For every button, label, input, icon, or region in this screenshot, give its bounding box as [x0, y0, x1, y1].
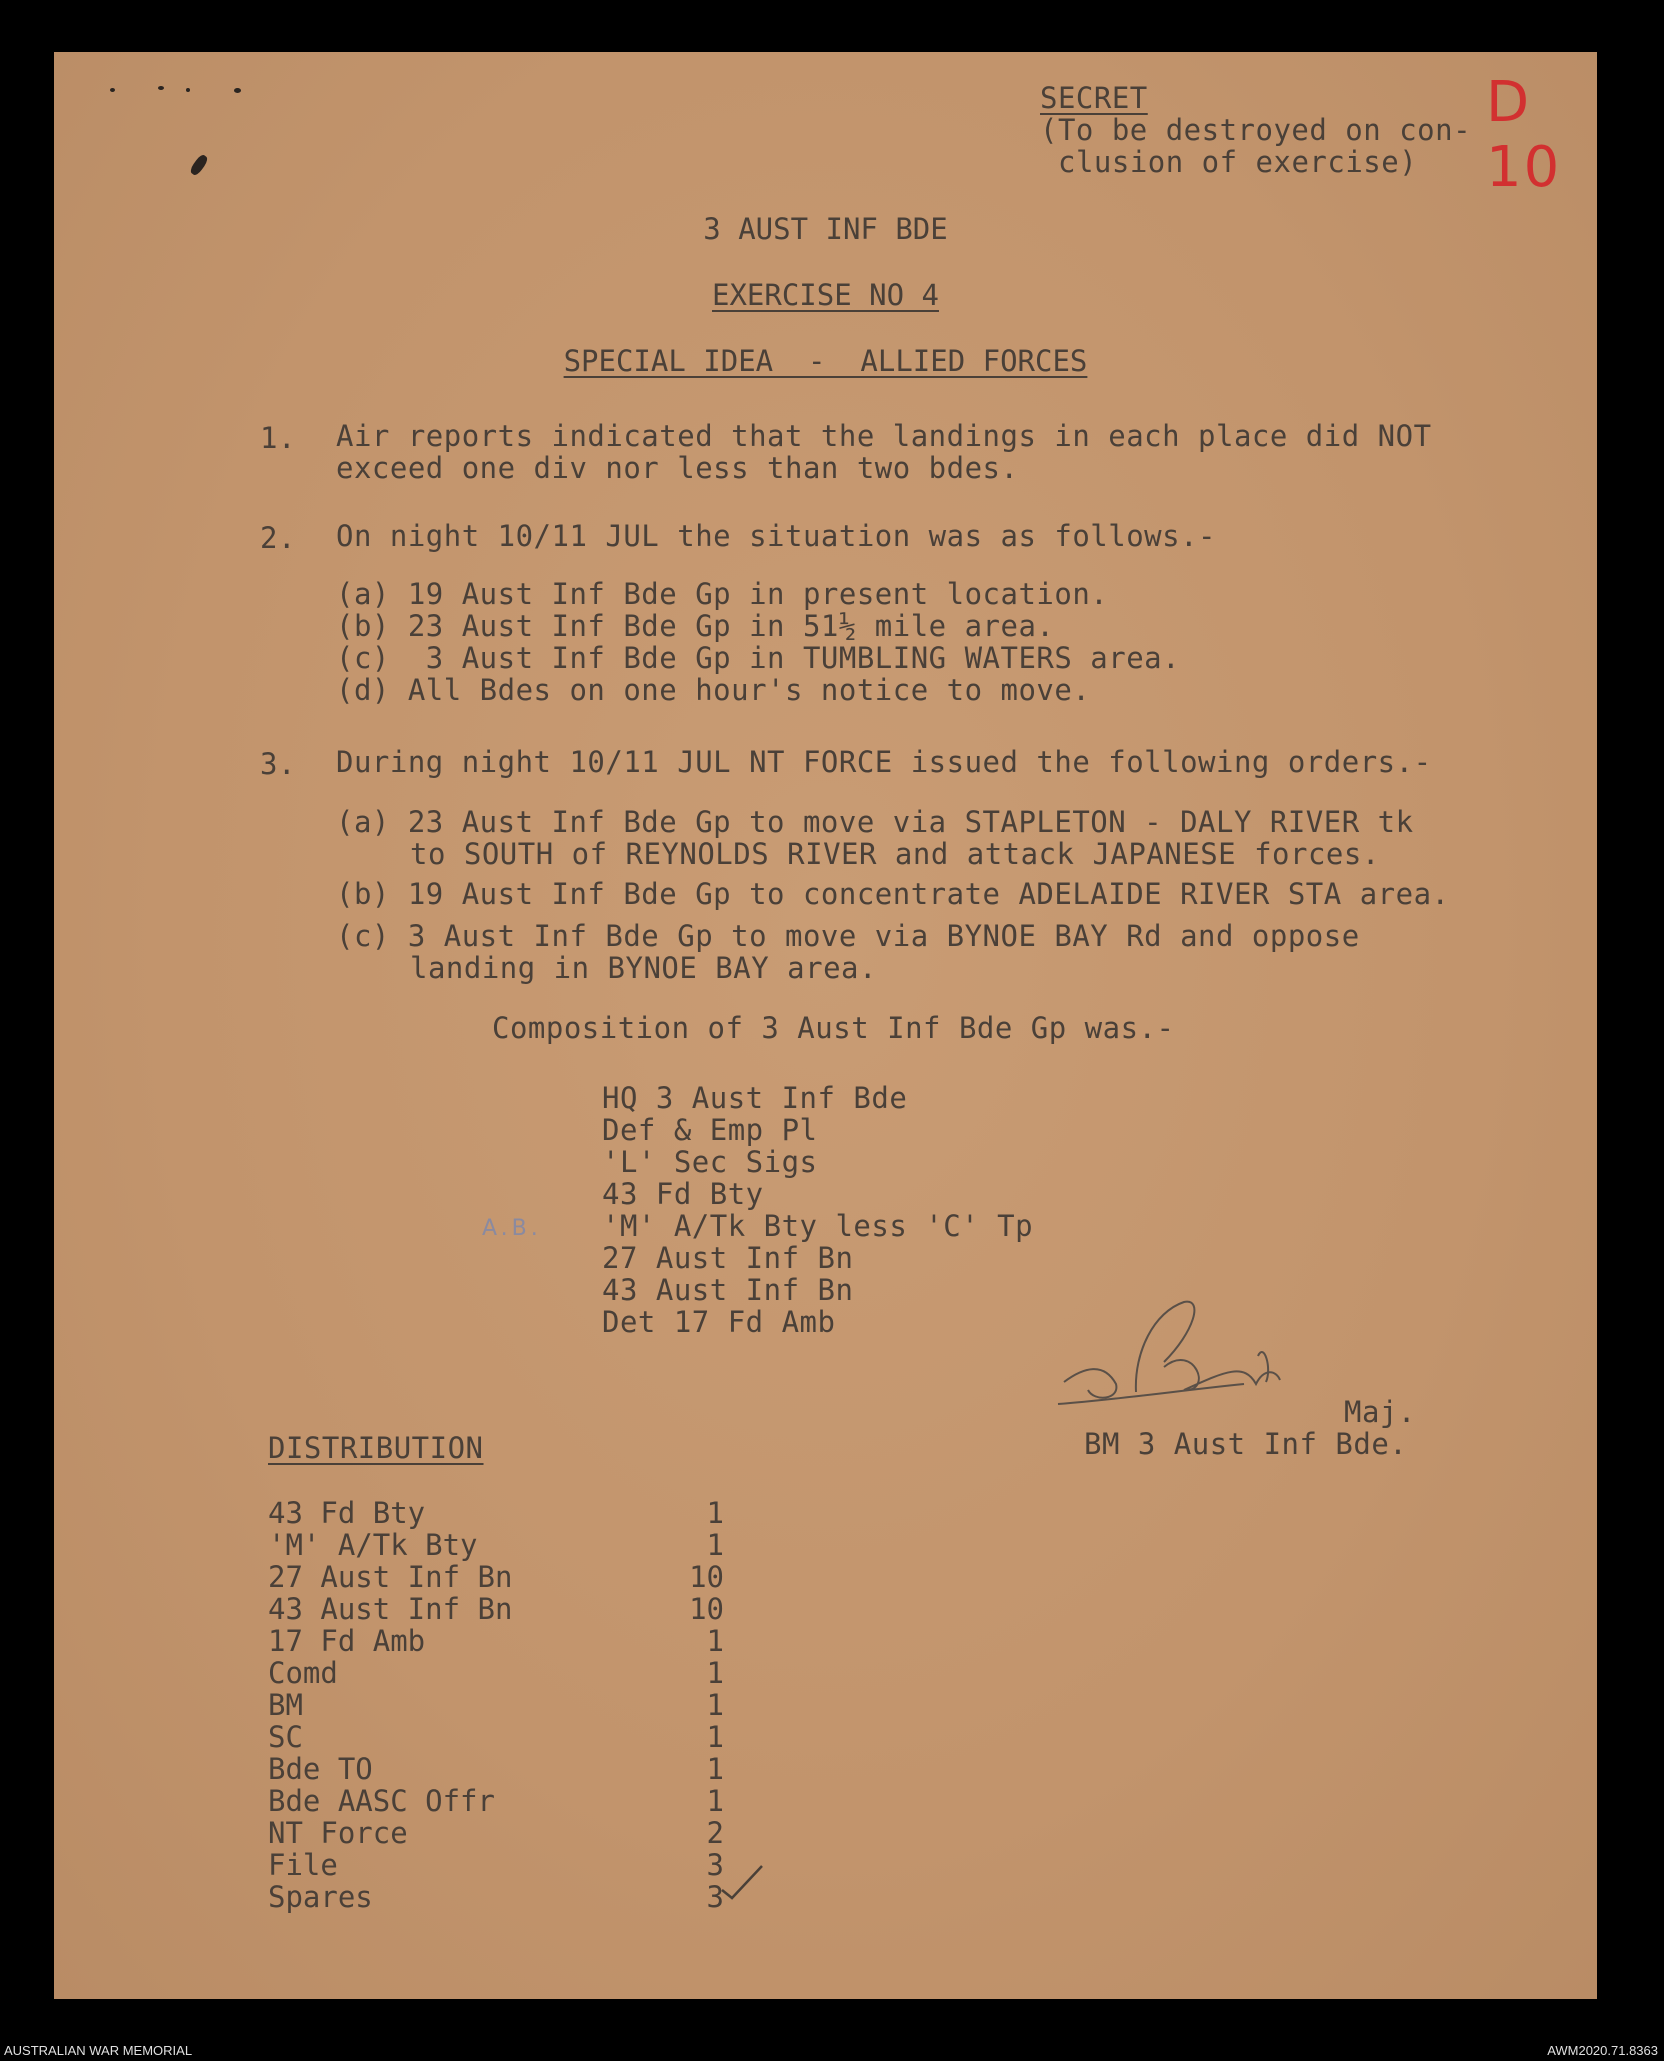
para3-order-c-line2: landing in BYNOE BAY area.	[410, 951, 877, 985]
distribution-copies: 1	[706, 1656, 724, 1690]
document-page	[54, 52, 1597, 1999]
distribution-recipient: BM	[268, 1688, 303, 1722]
para1-line1: Air reports indicated that the landings in each place did NOT	[336, 419, 1432, 453]
distribution-recipient: Bde AASC Offr	[268, 1784, 495, 1818]
punch-mark	[110, 88, 115, 92]
distribution-copies: 1	[706, 1496, 724, 1530]
composition-unit: 'L' Sec Sigs	[602, 1145, 818, 1179]
signatory-appointment: BM 3 Aust Inf Bde.	[1084, 1427, 1408, 1461]
distribution-copies: 1	[706, 1528, 724, 1562]
composition-unit: 'M' A/Tk Bty less 'C' Tp	[602, 1209, 1034, 1243]
distribution-recipient: SC	[268, 1720, 303, 1754]
distribution-recipient: 43 Fd Bty	[268, 1496, 426, 1530]
distribution-recipient: Bde TO	[268, 1752, 373, 1786]
archive-credit: AUSTRALIAN WAR MEMORIAL	[4, 2043, 193, 2058]
composition-heading: Composition of 3 Aust Inf Bde Gp was.-	[492, 1011, 1175, 1045]
distribution-copies: 10	[689, 1592, 724, 1626]
subject-title: SPECIAL IDEA - ALLIED FORCES	[563, 344, 1088, 378]
para2-item: (a) 19 Aust Inf Bde Gp in present location.	[336, 577, 1109, 611]
distribution-copies: 3	[706, 1848, 724, 1882]
distribution-copies: 1	[706, 1784, 724, 1818]
punch-mark	[186, 88, 190, 92]
para2-item: (c) 3 Aust Inf Bde Gp in TUMBLING WATERS area.	[336, 641, 1181, 675]
composition-unit: 43 Aust Inf Bn	[602, 1273, 854, 1307]
para3-order-a-line1: (a) 23 Aust Inf Bde Gp to move via STAPLETON - DALY RIVER tk	[336, 805, 1414, 839]
pencil-annotation: A.B.	[482, 1216, 542, 1241]
staple-mark	[189, 153, 210, 177]
para3-order-c-line1: (c) 3 Aust Inf Bde Gp to move via BYNOE BAY Rd and oppose	[336, 919, 1360, 953]
punch-mark	[158, 86, 164, 90]
distribution-recipient: 17 Fd Amb	[268, 1624, 426, 1658]
para2-item: (b) 23 Aust Inf Bde Gp in 51½ mile area.	[336, 609, 1055, 643]
para1-line2: exceed one div nor less than two bdes.	[336, 451, 1019, 485]
distribution-recipient: 27 Aust Inf Bn	[268, 1560, 513, 1594]
distribution-copies: 1	[706, 1720, 724, 1754]
distribution-recipient: NT Force	[268, 1816, 408, 1850]
handwritten-signature	[1044, 1272, 1344, 1432]
distribution-recipient: Comd	[268, 1656, 338, 1690]
para3-number: 3.	[260, 747, 296, 781]
distribution-recipient: 43 Aust Inf Bn	[268, 1592, 513, 1626]
para3-order-a-line2: to SOUTH of REYNOLDS RIVER and attack JAPANESE forces.	[410, 837, 1380, 871]
check-mark-icon	[718, 1862, 768, 1902]
composition-unit: Def & Emp Pl	[602, 1113, 818, 1147]
para2-line1: On night 10/11 JUL the situation was as follows.-	[336, 519, 1217, 553]
distribution-recipient: File	[268, 1848, 338, 1882]
distribution-copies: 1	[706, 1752, 724, 1786]
distribution-copies: 3	[706, 1880, 724, 1914]
exercise-title: EXERCISE NO 4	[712, 278, 939, 312]
distribution-copies: 10	[689, 1560, 724, 1594]
composition-unit: 43 Fd Bty	[602, 1177, 764, 1211]
handling-instruction-line2: clusion of exercise)	[1058, 145, 1418, 179]
classification-marking: SECRET	[1040, 81, 1148, 115]
archive-accession-number: AWM2020.71.8363	[1547, 2043, 1658, 2058]
distribution-copies: 1	[706, 1624, 724, 1658]
distribution-copies: 2	[706, 1816, 724, 1850]
punch-mark	[234, 88, 241, 93]
distribution-heading: DISTRIBUTION	[268, 1431, 484, 1465]
para1-number: 1.	[260, 421, 296, 455]
composition-unit: HQ 3 Aust Inf Bde	[602, 1081, 908, 1115]
distribution-recipient: Spares	[268, 1880, 373, 1914]
handling-instruction-line1: (To be destroyed on con-	[1040, 113, 1472, 147]
distribution-copies: 1	[706, 1688, 724, 1722]
para3-line1: During night 10/11 JUL NT FORCE issued the following orders.-	[336, 745, 1432, 779]
para2-item: (d) All Bdes on one hour's notice to move.	[336, 673, 1091, 707]
unit-title: 3 AUST INF BDE	[703, 212, 948, 246]
signatory-rank: Maj.	[1344, 1395, 1416, 1429]
para3-order-b: (b) 19 Aust Inf Bde Gp to concentrate ADELAIDE RIVER STA area.	[336, 877, 1450, 911]
para2-number: 2.	[260, 521, 296, 555]
distribution-recipient: 'M' A/Tk Bty	[268, 1528, 478, 1562]
document-reference-number: D 10	[1486, 70, 1562, 200]
composition-unit: Det 17 Fd Amb	[602, 1305, 836, 1339]
composition-unit: 27 Aust Inf Bn	[602, 1241, 854, 1275]
